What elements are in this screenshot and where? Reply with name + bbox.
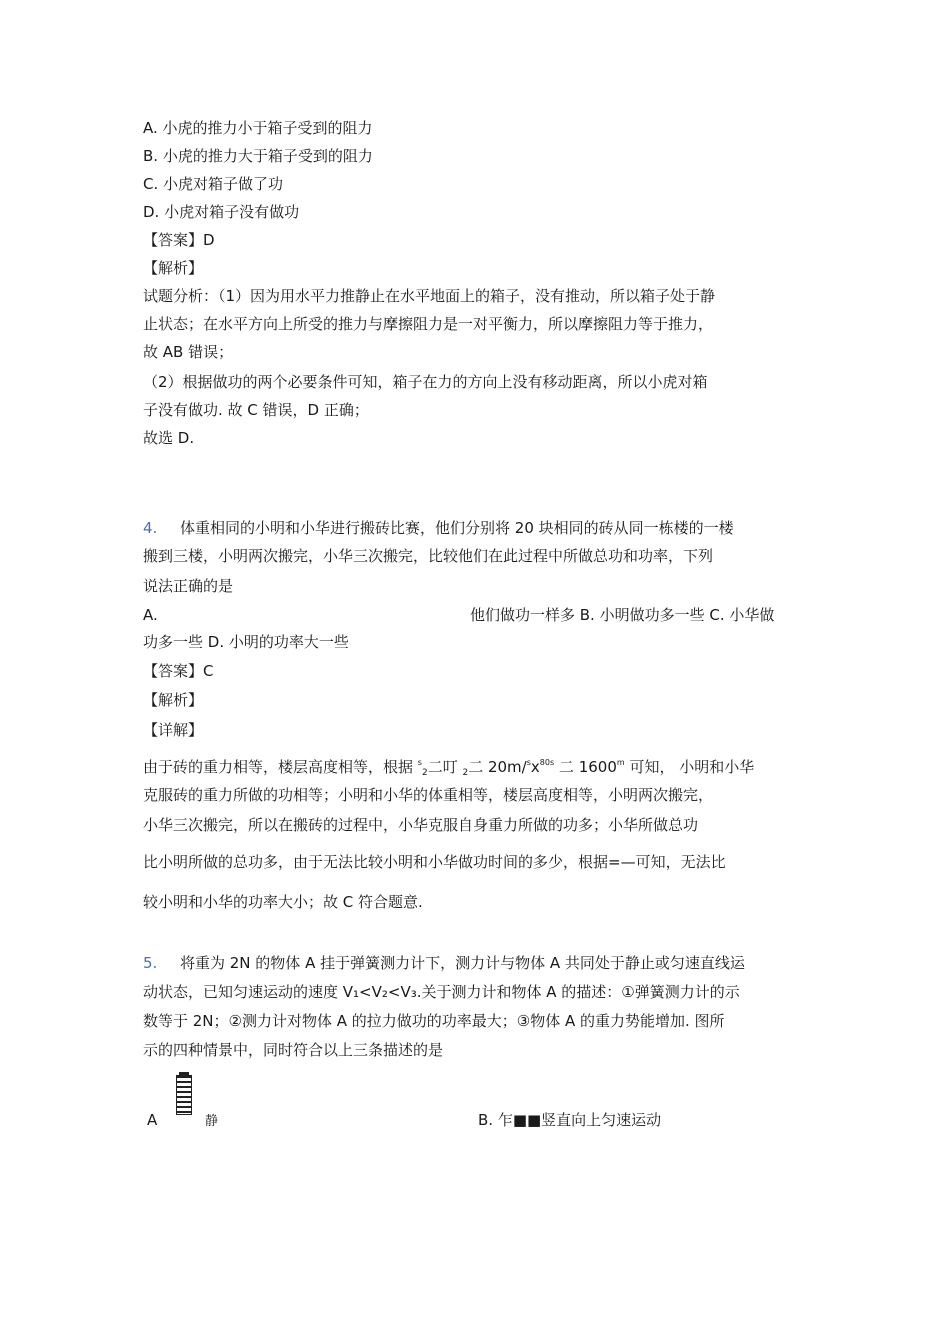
q3-analysis-line: 子没有做功. 故 C 错误，D 正确； xyxy=(143,401,369,419)
formula-part: 二 20m/ xyxy=(468,758,527,776)
q5-option-a-label: A xyxy=(147,1111,158,1129)
formula-part: 二 1600 xyxy=(554,758,617,776)
q3-analysis-line: 止状态；在水平方向上所受的推力与摩擦阻力是一对平衡力，所以摩擦阻力等于推力， xyxy=(143,315,714,333)
q4-stem-line: 说法正确的是 xyxy=(143,577,234,595)
formula-sup: s xyxy=(526,758,531,767)
formula-s: s xyxy=(417,758,422,767)
q4-detail-title: 【详解】 xyxy=(143,721,204,739)
q5-number: 5. xyxy=(143,954,158,972)
q3-option-b: B. 小虎的推力大于箱子受到的阻力 xyxy=(143,147,373,165)
q4-number: 4. xyxy=(143,519,158,537)
q5-stem-line: 数等于 2N；②测力计对物体 A 的拉力做功的功率最大；③物体 A 的重力势能增加. 图所 xyxy=(143,1012,725,1030)
q4-options-line2: 功多一些 D. 小明的功率大一些 xyxy=(143,633,349,651)
q5-stem-line: 将重为 2N 的物体 A 挂于弹簧测力计下，测力计与物体 A 共同处于静止或匀速直线运 xyxy=(180,954,745,972)
formula-part: x xyxy=(530,758,540,776)
q4-options: 他们做功一样多 B. 小明做功多一些 C. 小华做 xyxy=(470,606,775,624)
q4-detail-line: 较小明和小华的功率大小；故 C 符合题意. xyxy=(143,893,423,911)
spring-scale-image xyxy=(176,1075,192,1115)
formula-sup: m xyxy=(616,758,625,767)
q4-stem-line: 体重相同的小明和小华进行搬砖比赛，他们分别将 20 块相同的砖从同一栋楼的一楼 xyxy=(180,519,734,537)
q4-option-a-label: A. xyxy=(143,606,158,624)
q3-analysis-line: 试题分析：（1）因为用水平力推静止在水平地面上的箱子，没有推动，所以箱子处于静 xyxy=(143,287,716,305)
q3-analysis-line: 故 AB 错误； xyxy=(143,343,234,361)
q4-answer: 【答案】C xyxy=(143,662,214,680)
q4-analysis-title: 【解析】 xyxy=(143,691,204,709)
q4-detail-line: 小华三次搬完，所以在搬砖的过程中，小华克服自身重力所做的功多；小华所做总功 xyxy=(143,816,699,834)
q5-stem-line: 动状态，已知匀速运动的速度 V₁<V₂<V₃.关于测力计和物体 A 的描述：①弹簧测力计的示 xyxy=(143,983,740,1001)
q4-detail-line: 克服砖的重力所做的功相等；小明和小华的体重相等，楼层高度相等，小明两次搬完， xyxy=(143,786,714,804)
q3-option-a: A. 小虎的推力小于箱子受到的阻力 xyxy=(143,119,373,137)
q5-option-a-text: 静 xyxy=(205,1114,219,1129)
q4-stem-line: 搬到三楼，小明两次搬完，小华三次搬完，比较他们在此过程中所做总功和功率，下列 xyxy=(143,547,714,565)
formula-sub: 2 xyxy=(462,768,469,778)
q3-analysis-title: 【解析】 xyxy=(143,259,204,277)
q4-detail-line: 比小明所做的总功多，由于无法比较小明和小华做功时间的多少，根据=—可知，无法比 xyxy=(143,853,726,871)
q3-answer: 【答案】D xyxy=(143,231,215,249)
formula-part: 二叮 xyxy=(427,758,463,776)
q5-option-b: B. 乍■■竖直向上匀速运动 xyxy=(478,1111,662,1129)
formula-sup: 80s xyxy=(539,758,555,767)
q5-stem-line: 示的四种情景中，同时符合以上三条描述的是 xyxy=(143,1041,444,1059)
q3-option-d: D. 小虎对箱子没有做功 xyxy=(143,203,300,221)
q3-option-c: C. 小虎对箱子做了功 xyxy=(143,175,284,193)
formula-prefix: 由于砖的重力相等，楼层高度相等，根据 xyxy=(143,758,418,776)
formula-suffix: 可知， 小明和小华 xyxy=(624,758,755,776)
q3-analysis-line: 故选 D. xyxy=(143,429,195,447)
q4-formula-line xyxy=(143,753,754,783)
q3-analysis-line: （2）根据做功的两个必要条件可知，箱子在力的方向上没有移动距离，所以小虎对箱 xyxy=(143,373,708,391)
formula-sub: 2 xyxy=(421,768,428,778)
